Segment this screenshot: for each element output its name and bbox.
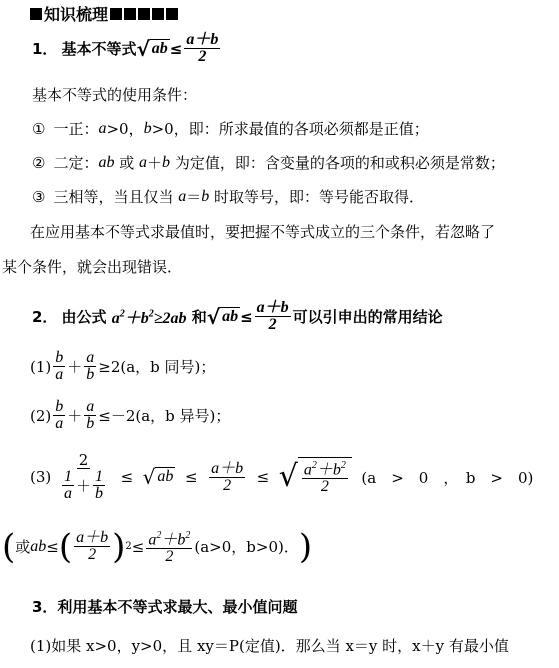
s3-heading: 3．利用基本不等式求最大、最小值问题 <box>32 598 298 616</box>
square-icon <box>30 8 42 20</box>
s2-result-1: (1) $\frac{b}{a}$ ＋ $\frac{a}{b}$ ≥2(a，b 同号)； <box>30 349 216 383</box>
s1-heading: 1． 基本不等式 √ ab ≤ $\frac{a+b}{2}$ <box>32 31 219 65</box>
s2-heading: 2． 由公式 $a^2+b^2\ge 2ab$ 和 √ ab ≤ $\frac{a+b}{2}$ 可以引申出的常用结论 <box>32 299 443 333</box>
s2-result-3: (3) 2 $\frac{1}{a}$ ＋ $\frac{1}{b}$ ≤ √ ab ≤ $\frac{a+b}{2}$ ≤ √ $\frac{a^2+b^2}{2}$ (a > 0 ， b > 0) <box>30 451 534 502</box>
s1-condition-3: ③ 三相等，当且仅当 a ＝ b 时取等号，即：等号能否取得． <box>32 187 425 206</box>
s1-conditions-title: 基本不等式的使用条件： <box>32 86 198 104</box>
s1-condition-1: ① 一正： a >0， b >0 ，即：所求最值的各项必须都是正值； <box>32 119 429 138</box>
header-title: 知识梳理 <box>44 5 109 24</box>
s2-result-4: ( 或 ab ≤ ( $\frac{a+b}{2}$ ) 2 ≤ $\frac{a^2+b^2}{2}$ (a>0，b>0)． ) <box>2 526 313 567</box>
sqrt-ab: √ ab <box>136 36 168 61</box>
s1-heading-num: 1． <box>32 40 58 58</box>
square-icon <box>110 8 122 20</box>
square-icon <box>166 8 178 20</box>
s2-result-2: (2) $\frac{b}{a}$ ＋ $\frac{a}{b}$ ≤－2(a，b 异号)； <box>30 398 231 432</box>
section-header <box>30 2 180 25</box>
square-icon <box>138 8 150 20</box>
s3-line1: (1)如果 x>0，y>0，且 xy＝P(定值)．那么当 x＝y 时，x＋y 有最小值 <box>30 637 509 655</box>
s1-condition-2: ② 二定： ab 或 a ＋ b 为定值，即：含变量的各项的和或积必须是常数； <box>32 153 505 172</box>
square-icon <box>124 8 136 20</box>
s1-note-line2: 某个条件，就会出现错误． <box>2 258 183 276</box>
frac-a-plus-b-over-2: $\frac{a+b}{2}$ <box>186 31 219 65</box>
s1-heading-text: 基本不等式 <box>61 40 137 58</box>
square-icon <box>152 8 164 20</box>
s1-note-line1: 在应用基本不等式求最值时，要把握不等式成立的三个条件，若忽略了 <box>30 223 496 241</box>
